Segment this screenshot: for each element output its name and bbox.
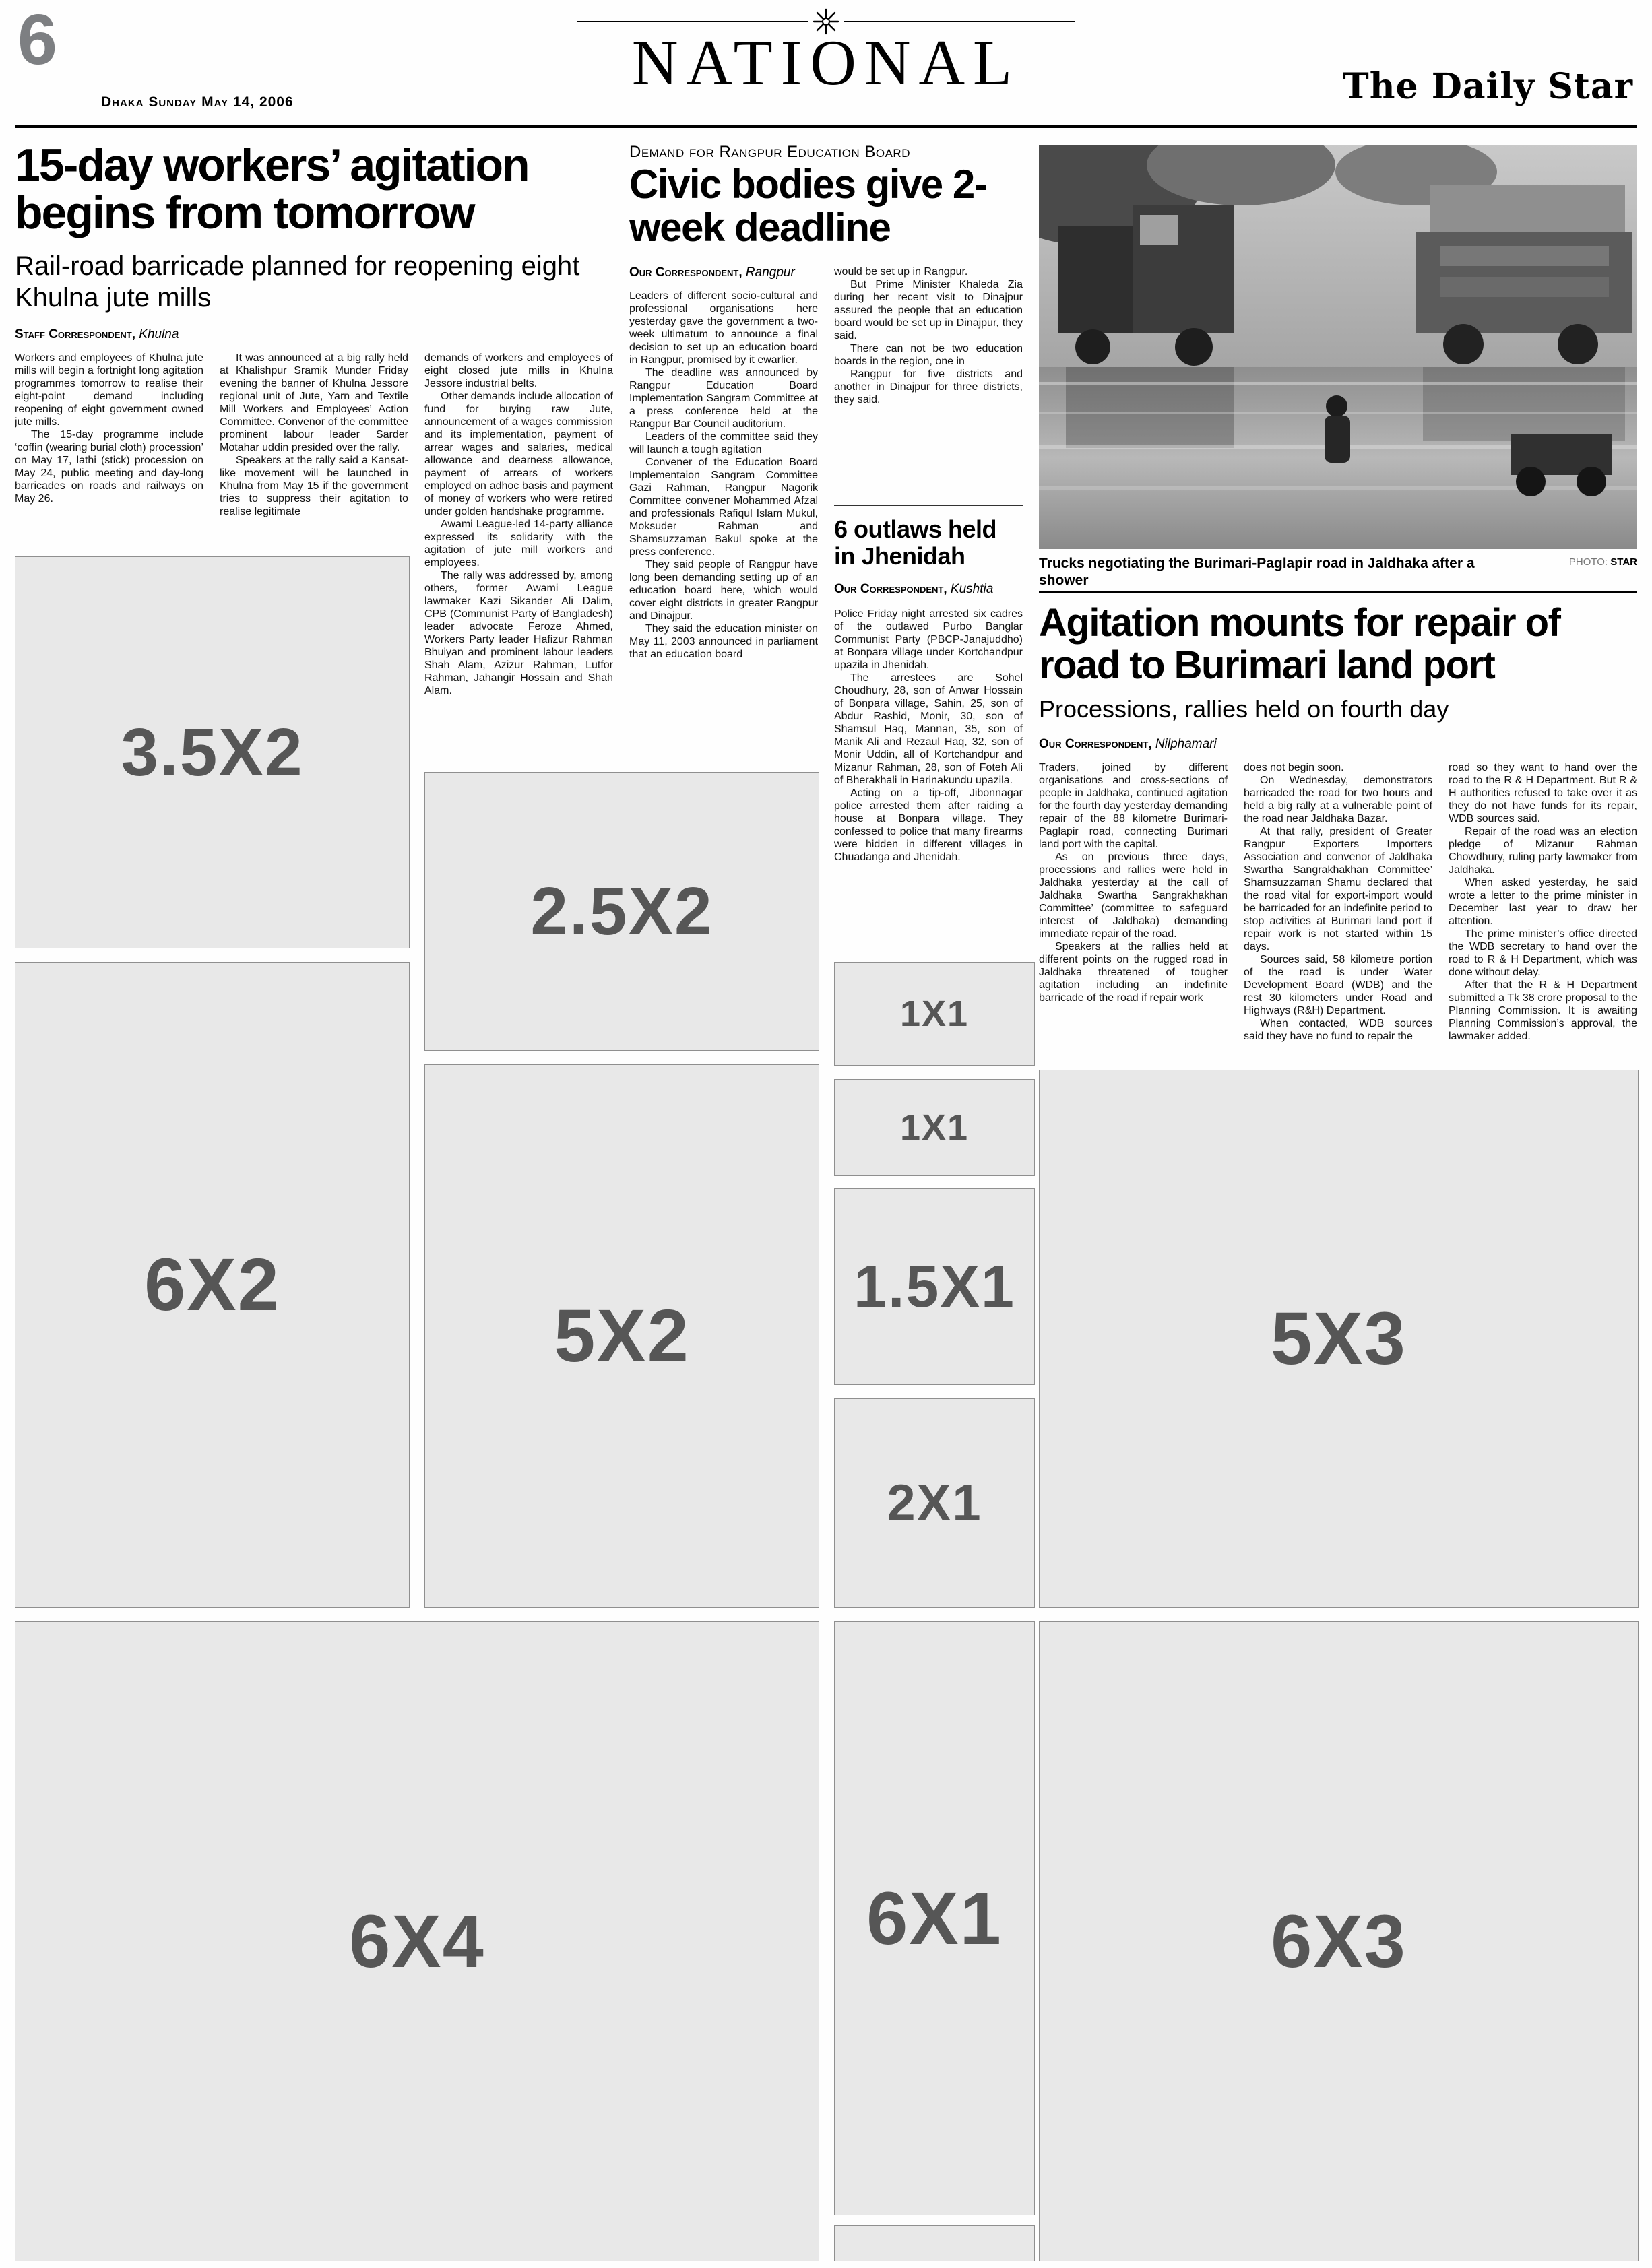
ad-strip: [834, 2225, 1035, 2261]
paragraph: It was announced at a big rally held at Khalishpur Sramik Munder Friday evening the banner of Khulna Jessore regional unit of Jute, Yarn and Textile Mill Workers and Employees’ Action Committee. Convenor of the committee prominent labour leader Sarder Motahar uddin presided over the rally.: [220, 352, 408, 453]
ad-box-5x2: 5X2: [424, 1064, 819, 1608]
paragraph: On Wednesday, demonstrators barricaded the road for two hours and held a big rally at a vulnerable point of the road near Jaldhaka Bazar.: [1244, 775, 1432, 824]
paragraph: The 15-day programme include ‘coffin (wearing burial cloth) procession’ on May 17, lathi (stick) procession on May 24, public meeting and day-long barricades on roads and railways on May 26.: [15, 429, 203, 505]
paragraph: would be set up in Rangpur.: [834, 266, 968, 278]
workers-headline: 15-day workers’ agitation begins from tomorrow: [15, 139, 529, 238]
paragraph: Awami League-led 14-party alliance expressed its solidarity with the agitation of jute mill workers and employees.: [424, 519, 613, 569]
paragraph: When contacted, WDB sources said they have no fund to repair the: [1244, 1018, 1432, 1042]
civic-headline: Civic bodies give 2-week deadline: [629, 162, 987, 250]
paragraph: The rally was addressed by, among others, former Awami League lawmaker Kazi Sikander Ali Dalim, CPB (Communist Party of Bangladesh) leader advocate Feroze Ahmed, Workers Party leader Hafizur Rahman Bhuiyan and prominent labour leaders Shah Alam, Azizur Rahman, Lutfor Rahman, Jahangir Hossain and Shah Alam.: [424, 570, 613, 696]
paragraph: There can not be two education boards in the region, one in: [834, 343, 1023, 367]
paragraph: Speakers at the rallies held at different points on the rugged road in Jaldhaka threatened of tougher agitation including an indefinite barricade of the road if repair work: [1039, 941, 1228, 1004]
section-title: NATIONAL: [631, 27, 1021, 98]
workers-body-col2: [220, 352, 408, 551]
byline-name: Our Correspondent,: [629, 265, 742, 280]
section-header: [577, 8, 1075, 97]
workers-subhead: Rail-road barricade planned for reopening eight Khulna jute mills: [15, 251, 580, 313]
byline-name: Our Correspondent,: [1039, 737, 1152, 751]
ad-box-6x3: 6X3: [1039, 1621, 1639, 2261]
byline-name: Our Correspondent,: [834, 582, 947, 596]
burimari-headline: Agitation mounts for repair of road to Burimari land port: [1039, 601, 1560, 687]
byline-place: Rangpur: [745, 265, 795, 280]
paragraph: At that rally, president of Greater Rangpur Exporters Importers Association and convenor of Jaldhaka Swartha Sangrakhakhan Committee’ Shamsuzzaman Shamu declared that the road vital for export-import would be barricaded for an indefinite period to stop activities at Burimari land port if repair work is not started within 15 days.: [1244, 826, 1432, 952]
paragraph: Traders, joined by different organisations and cross-sections of people in Jaldhaka, continued agitation for the fourth day yesterday demanding repair of the 88 kilometre Burimari-Paglapir road, connecting Burimari land port with the capital.: [1039, 762, 1228, 850]
paragraph: Leaders of different socio-cultural and professional organisations here yesterday gave the government a two-week ultimatum to announce a final decision to set up an education board in Rangpur, promised by it ewarlier.: [629, 290, 818, 366]
paragraph: demands of workers and employees of eight closed jute mills in Khulna Jessore industrial belts.: [424, 352, 613, 389]
byline-place: Nilphamari: [1155, 737, 1217, 751]
ad-box-2-5x2: 2.5X2: [424, 772, 819, 1051]
ad-box-6x2: 6X2: [15, 962, 410, 1608]
burimari-body-col3: [1449, 761, 1637, 1066]
ad-box-6x1: 6X1: [834, 1621, 1035, 2215]
civic-body-col2: [834, 265, 1023, 494]
ad-box-2x1: 2X1: [834, 1398, 1035, 1608]
news-photo: [1039, 145, 1637, 549]
paragraph: Sources said, 58 kilometre portion of the road is under Water Development Board (WDB) and the rest 30 kilometers under Road and Highways (R&H) Department.: [1244, 954, 1432, 1016]
date-line: Dhaka Sunday May 14, 2006: [101, 94, 294, 110]
ad-box-1x1-b: 1X1: [834, 1079, 1035, 1176]
outlaws-headline: 6 outlaws held in Jhenidah: [834, 515, 997, 571]
paragraph: The prime minister’s office directed the WDB secretary to hand over the road to R & H Department, which was done without delay.: [1449, 928, 1637, 978]
paragraph: Rangpur for five districts and another in Dinajpur for three districts, they said.: [834, 368, 1023, 406]
photo-credit: [1569, 556, 1637, 568]
news-photo-illustration: [1039, 145, 1637, 549]
byline-place: Khulna: [139, 327, 179, 342]
paragraph: Other demands include allocation of fund for buying raw Jute, announcement of a wages commission and its implementation, payment of arrear wages and salaries, medical allowance and dearness allowance, payment of arrears of workers employed on adhoc basis and payment of money of workers who were retired under golden handshake programme.: [424, 391, 613, 517]
paragraph: They said the education minister on May 11, 2003 announced in parliament that an education board: [629, 623, 818, 660]
byline-name: Staff Correspondent,: [15, 327, 135, 342]
paragraph: does not begin soon.: [1244, 762, 1344, 773]
burimari-body-col2: [1244, 761, 1432, 1066]
paragraph: Leaders of the committee said they will launch a tough agitation: [629, 431, 818, 455]
paragraph: When asked yesterday, he said wrote a letter to the prime minister in December last year to draw her attention.: [1449, 877, 1637, 927]
byline-place: Kushtia: [950, 582, 994, 596]
burimari-byline: [1039, 737, 1217, 752]
rule-right: [844, 21, 1075, 22]
paragraph: As on previous three days, processions and rallies were held in Jaldhaka yesterday at the call of Jaldhaka Swartha Sangrakhakhan Committee’ (committee to safeguard interest of Jaldhaka) demanding immediate repair of the road.: [1039, 851, 1228, 940]
civic-byline: [629, 265, 818, 280]
ad-box-5x3: 5X3: [1039, 1070, 1639, 1608]
workers-body-col1: [15, 352, 203, 551]
page-number: 6: [18, 0, 57, 79]
photo-caption: Trucks negotiating the Burimari-Paglapir road in Jaldhaka after a shower: [1039, 556, 1475, 589]
outlaws-body: [834, 608, 1023, 948]
ad-box-3-5x2: 3.5X2: [15, 556, 410, 948]
paragraph: Acting on a tip-off, Jibonnagar police arrested them after raiding a house at Bonpara village. They confessed to police that many firearms were hidden in different villages in Chuadanga and Jhenidah.: [834, 787, 1023, 863]
paragraph: road so they want to hand over the road to the R & H Department. But R & H authorities refused to take over it as they do not have funds for its repair, WDB sources said.: [1449, 762, 1637, 824]
header-rule: [15, 125, 1637, 128]
workers-byline: [15, 327, 179, 342]
paragraph: The deadline was announced by Rangpur Education Board Implementation Sangram Committee at a press conference held at the Rangpur Bar Council auditorium.: [629, 367, 818, 430]
paragraph: Repair of the road was an election pledge of Mizanur Rahman Chowdhury, ruling party lawmaker from Jaldhaka.: [1449, 826, 1637, 876]
paragraph: Convener of the Education Board Implementaion Sangram Committee Gazi Rahman, Rangpur Nagorik Committee convener Mohammed Afzal and professionals Rafiqul Islam Mukul, Moksuder Rahman and Shamsuzzaman Bakul spoke at the press conference.: [629, 457, 818, 558]
paragraph: Workers and employees of Khulna jute mills will begin a fortnight long agitation programmes tomorrow to realise their eight-point demand including reopening of eight government owned jute mills.: [15, 352, 203, 428]
workers-body-col3: [424, 352, 613, 765]
ad-box-1x1-a: 1X1: [834, 962, 1035, 1066]
masthead-logo: The Daily Star: [1343, 66, 1633, 107]
ad-box-1-5x1: 1.5X1: [834, 1188, 1035, 1385]
outlaws-separator-rule: [834, 505, 1023, 506]
burimari-subhead: Processions, rallies held on fourth day: [1039, 695, 1449, 723]
civic-body-col1: [629, 290, 818, 765]
paragraph: They said people of Rangpur have long been demanding setting up of an education board here, which would cover eight districts in greater Rangpur and Dinajpur.: [629, 559, 818, 622]
photo-credit-label: PHOTO:: [1568, 556, 1608, 568]
burimari-separator-rule: [1039, 591, 1637, 593]
ad-box-6x4: 6X4: [15, 1621, 819, 2261]
paragraph: The arrestees are Sohel Choudhury, 28, son of Anwar Hossain of Bonpara village, Sahin, 25, son of Abdur Rashid, Monir, 30, son of Shamsul Haq, Mannan, 35, son of Manik Ali and Rezaul Haq, 32, son of Monir Uddin, all of Kortchandpur and Mizanur Rahman, 28, son of Foteh Ali of Bherakhali in Harinakundu upazila.: [834, 672, 1023, 786]
burimari-body-col1: [1039, 761, 1228, 1066]
outlaws-byline: [834, 582, 1023, 597]
rule-left: [577, 21, 808, 22]
photo-caption-row: [1039, 555, 1637, 589]
paragraph: After that the R & H Department submitted a Tk 38 crore proposal to the Planning Commission. It is awaiting Planning Commission’s approval, the lawmaker added.: [1449, 979, 1637, 1042]
paragraph: But Prime Minister Khaleda Zia during her recent visit to Dinajpur assured the people that an education board would be set up in Dinajpur, they said.: [834, 279, 1023, 342]
civic-kicker: Demand for Rangpur Education Board: [629, 143, 910, 161]
paragraph: Speakers at the rally said a Kansat-like movement will be launched in Khulna from May 15 if the government tries to suppress their agitation to realise legitimate: [220, 455, 408, 517]
photo-credit-name: STAR: [1610, 556, 1637, 568]
paragraph: Police Friday night arrested six cadres of the outlawed Purbo Banglar Communist Party (PBCP-Janajuddho) at Bonpara village under Kortchandpur upazila in Jhenidah.: [834, 608, 1023, 671]
